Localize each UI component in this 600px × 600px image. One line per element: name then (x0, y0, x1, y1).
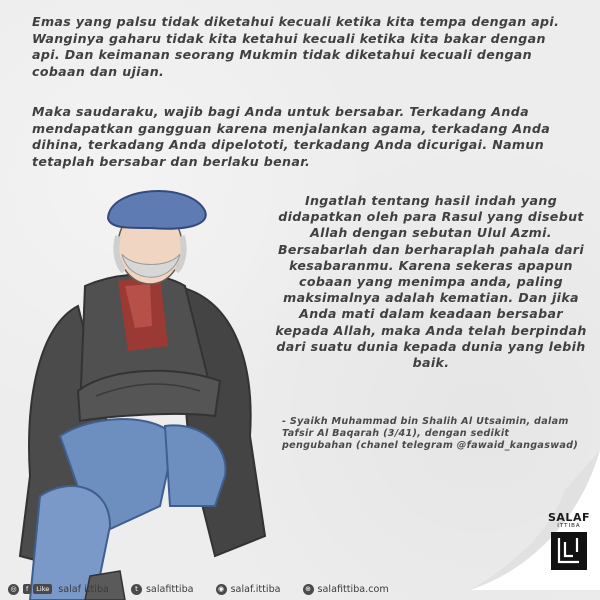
website-url: salafittiba.com (317, 583, 389, 595)
footer-instagram[interactable] (216, 584, 281, 595)
logo-mark-icon (551, 532, 587, 570)
instagram-handle: salaf.ittiba (230, 583, 281, 595)
footer-facebook[interactable] (8, 584, 109, 595)
footer-website[interactable] (303, 584, 389, 595)
social-footer (0, 578, 600, 600)
old-man-illustration (0, 176, 300, 600)
quote-paragraph-2: Maka saudaraku, wajib bagi Anda untuk bersabar. Terkadang Anda mendapatkan gangguan karena menjalankan agama, terkadang Anda dihina, terkadang Anda dipelototi, terkadang Anda dicurigai. Namun tetaplah bersabar dan berlaku benar. (32, 104, 551, 169)
globe-icon: ⊕ (303, 584, 314, 595)
salaf-ittiba-logo (548, 512, 590, 570)
quote-paragraph-1: Emas yang palsu tidak diketahui kecuali ketika kita tempa dengan api. Wanginya gaharu tidak kita ketahui kecuali ketika kita bakar dengan api. Dan keimanan seorang Mukmin tidak diketahui kecuali dengan cobaan dan ujian. (32, 14, 560, 79)
instagram-like-icon: ◎ (8, 584, 19, 595)
like-badge: Like (33, 584, 52, 594)
twitter-icon: t (131, 584, 142, 595)
quote-citation: - Syaikh Muhammad bin Shalih Al Utsaimin, dalam Tafsir Al Baqarah (3/41), dengan sedikit pengubahan (chanel telegram @fawaid_kangaswad) (282, 416, 579, 451)
logo-subtitle: ITTIBA (557, 523, 581, 529)
twitter-handle: salafittiba (145, 583, 194, 595)
facebook-icon: f (23, 584, 31, 594)
facebook-handle: salaf ittiba (58, 583, 109, 595)
instagram-icon: ◉ (216, 584, 227, 595)
logo-name: SALAF (548, 511, 590, 524)
footer-twitter[interactable] (131, 584, 194, 595)
quote-paragraph-3: Ingatlah tentang hasil indah yang didapatkan oleh para Rasul yang disebut Allah dengan sebutan Ulul Azmi. Bersabarlah dan berharaplah pahala dari kesabaranmu. Karena sekeras apapun cobaan yang menimpa anda, paling maksimalnya adalah kematian. Dan jika Anda mati dalam keadaan bersabar kepada Allah, maka Anda telah berpindah dari suatu dunia kepada dunia yang lebih baik. (275, 193, 587, 371)
